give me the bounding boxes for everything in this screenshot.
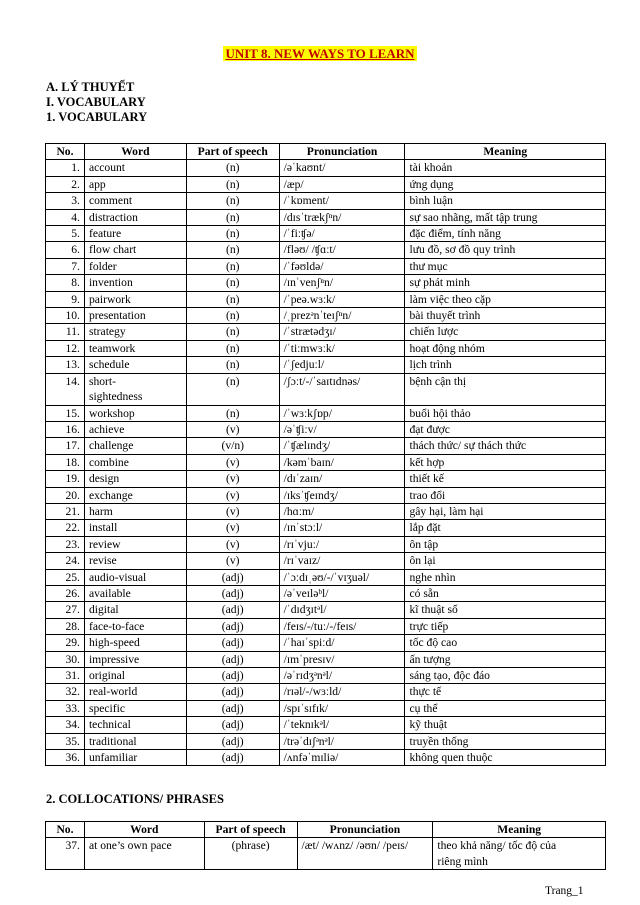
entry-part-of-speech: (adj) <box>186 651 279 667</box>
entry-word: available <box>84 585 186 601</box>
entry-meaning: ôn lại <box>405 553 606 569</box>
entry-number: 15. <box>46 405 85 421</box>
entry-part-of-speech: (adj) <box>186 733 279 749</box>
heading-theory: A. LÝ THUYẾT <box>46 80 135 94</box>
entry-pronunciation: /hɑːm/ <box>279 503 405 519</box>
entry-pronunciation: /ɪnˈstɔːl/ <box>279 520 405 536</box>
table-row <box>46 275 606 291</box>
table-row <box>46 700 606 716</box>
entry-number: 29. <box>46 635 85 651</box>
entry-word: flow chart <box>84 242 186 258</box>
entry-word: impressive <box>84 651 186 667</box>
table-row <box>46 357 606 373</box>
entry-meaning: sự phát minh <box>405 275 606 291</box>
entry-meaning: thực tế <box>405 684 606 700</box>
entry-word: challenge <box>84 438 186 454</box>
table-row <box>46 684 606 700</box>
entry-word: schedule <box>84 357 186 373</box>
entry-number: 3. <box>46 193 85 209</box>
entry-part-of-speech: (adj) <box>186 700 279 716</box>
entry-word: high-speed <box>84 635 186 651</box>
entry-part-of-speech: (v) <box>186 454 279 470</box>
table-row <box>46 536 606 552</box>
entry-number: 18. <box>46 454 85 470</box>
entry-word: review <box>84 536 186 552</box>
entry-number: 19. <box>46 471 85 487</box>
table-row <box>46 438 606 454</box>
entry-meaning: thách thức/ sự thách thức <box>405 438 606 454</box>
entry-number: 34. <box>46 717 85 733</box>
entry-part-of-speech: (v) <box>186 471 279 487</box>
entry-word: account <box>84 160 186 176</box>
entry-number: 28. <box>46 618 85 634</box>
entry-number: 2. <box>46 176 85 192</box>
entry-number: 37. <box>46 838 85 870</box>
entry-part-of-speech: (adj) <box>186 668 279 684</box>
entry-part-of-speech: (n) <box>186 373 279 405</box>
entry-word: distraction <box>84 209 186 225</box>
entry-pronunciation: /ɪksˈʧeɪndʒ/ <box>279 487 405 503</box>
entry-number: 31. <box>46 668 85 684</box>
table-row <box>46 324 606 340</box>
entry-meaning: chiến lược <box>405 324 606 340</box>
entry-meaning: lịch trình <box>405 357 606 373</box>
entry-meaning: gây hại, làm hại <box>405 503 606 519</box>
entry-meaning: truyền thống <box>405 733 606 749</box>
table-row <box>46 635 606 651</box>
entry-meaning: ôn tập <box>405 536 606 552</box>
entry-pronunciation: /əˈveɪləᵇl/ <box>279 585 405 601</box>
entry-meaning: tốc độ cao <box>405 635 606 651</box>
col-pronunciation-header: Pronunciation <box>279 144 405 160</box>
page-number: Trang_1 <box>545 885 584 897</box>
entry-word: exchange <box>84 487 186 503</box>
entry-part-of-speech: (n) <box>186 160 279 176</box>
entry-pronunciation: /æp/ <box>279 176 405 192</box>
table-row <box>46 503 606 519</box>
entry-pronunciation: /əˈkaʊnt/ <box>279 160 405 176</box>
table-row <box>46 242 606 258</box>
entry-word: workshop <box>84 405 186 421</box>
entry-number: 13. <box>46 357 85 373</box>
entry-number: 21. <box>46 503 85 519</box>
entry-pronunciation: /ˈʃedjuːl/ <box>279 357 405 373</box>
entry-part-of-speech: (v) <box>186 520 279 536</box>
col-word-header: Word <box>84 144 186 160</box>
entry-meaning: bệnh cận thị <box>405 373 606 405</box>
heading-collocations: 2. COLLOCATIONS/ PHRASES <box>46 792 224 806</box>
entry-pronunciation: /ˌprezᵊnˈteɪʃⁿn/ <box>279 308 405 324</box>
table-row <box>46 193 606 209</box>
entry-pronunciation: /ˈtiːmwɜːk/ <box>279 340 405 356</box>
entry-number: 8. <box>46 275 85 291</box>
entry-word: presentation <box>84 308 186 324</box>
entry-part-of-speech: (v) <box>186 487 279 503</box>
entry-meaning: bình luận <box>405 193 606 209</box>
entry-number: 9. <box>46 291 85 307</box>
entry-number: 33. <box>46 700 85 716</box>
entry-pronunciation: /ʃɔːt/-/ˈsaɪtɪdnəs/ <box>279 373 405 405</box>
entry-word: original <box>84 668 186 684</box>
entry-meaning: thiết kế <box>405 471 606 487</box>
entry-number: 5. <box>46 226 85 242</box>
entry-word: teamwork <box>84 340 186 356</box>
entry-part-of-speech: (n) <box>186 357 279 373</box>
table-row <box>46 209 606 225</box>
entry-word: strategy <box>84 324 186 340</box>
entry-meaning: sự sao nhãng, mất tập trung <box>405 209 606 225</box>
entry-word: achieve <box>84 421 186 437</box>
entry-word: comment <box>84 193 186 209</box>
entry-meaning: ứng dụng <box>405 176 606 192</box>
entry-part-of-speech: (n) <box>186 193 279 209</box>
entry-word: real-world <box>84 684 186 700</box>
entry-number: 32. <box>46 684 85 700</box>
entry-word: invention <box>84 275 186 291</box>
entry-word: app <box>84 176 186 192</box>
entry-pronunciation: /əˈʧiːv/ <box>279 421 405 437</box>
table-row <box>46 750 606 766</box>
entry-word: traditional <box>84 733 186 749</box>
entry-meaning: đạt được <box>405 421 606 437</box>
entry-number: 22. <box>46 520 85 536</box>
entry-word: face-to-face <box>84 618 186 634</box>
entry-meaning: theo khả năng/ tốc độ của riêng mình <box>433 838 606 870</box>
entry-part-of-speech: (v/n) <box>186 438 279 454</box>
entry-part-of-speech: (adj) <box>186 585 279 601</box>
table-row <box>46 373 606 405</box>
entry-number: 10. <box>46 308 85 324</box>
entry-pronunciation: /ˈpeə.wɜːk/ <box>279 291 405 307</box>
unit-title-bar <box>0 45 640 63</box>
entry-number: 24. <box>46 553 85 569</box>
entry-meaning: buổi hội thảo <box>405 405 606 421</box>
entry-word: folder <box>84 258 186 274</box>
entry-word: feature <box>84 226 186 242</box>
entry-number: 4. <box>46 209 85 225</box>
entry-part-of-speech: (adj) <box>186 635 279 651</box>
entry-part-of-speech: (phrase) <box>204 838 297 870</box>
table-row <box>46 602 606 618</box>
entry-word: install <box>84 520 186 536</box>
entry-part-of-speech: (n) <box>186 275 279 291</box>
entry-pronunciation: /ˈfiːʧə/ <box>279 226 405 242</box>
entry-number: 20. <box>46 487 85 503</box>
entry-part-of-speech: (adj) <box>186 618 279 634</box>
entry-part-of-speech: (n) <box>186 209 279 225</box>
entry-number: 27. <box>46 602 85 618</box>
entry-pronunciation: /əˈrɪdʒᵊnᵊl/ <box>279 668 405 684</box>
entry-number: 7. <box>46 258 85 274</box>
entry-word: digital <box>84 602 186 618</box>
entry-number: 26. <box>46 585 85 601</box>
entry-part-of-speech: (n) <box>186 405 279 421</box>
entry-meaning: trực tiếp <box>405 618 606 634</box>
entry-part-of-speech: (adj) <box>186 684 279 700</box>
entry-part-of-speech: (v) <box>186 553 279 569</box>
entry-part-of-speech: (n) <box>186 308 279 324</box>
entry-part-of-speech: (v) <box>186 503 279 519</box>
col-word-header: Word <box>84 822 204 838</box>
entry-meaning: trao đổi <box>405 487 606 503</box>
entry-number: 35. <box>46 733 85 749</box>
entry-meaning: kĩ thuật số <box>405 602 606 618</box>
table-row <box>46 258 606 274</box>
table-row <box>46 421 606 437</box>
entry-number: 14. <box>46 373 85 405</box>
entry-meaning: kết hợp <box>405 454 606 470</box>
table-row <box>46 717 606 733</box>
table-row <box>46 291 606 307</box>
table-row <box>46 838 606 870</box>
entry-word: pairwork <box>84 291 186 307</box>
entry-number: 36. <box>46 750 85 766</box>
entry-meaning: bài thuyết trình <box>405 308 606 324</box>
entry-part-of-speech: (n) <box>186 340 279 356</box>
entry-word: harm <box>84 503 186 519</box>
entry-part-of-speech: (adj) <box>186 750 279 766</box>
entry-pronunciation: /spɪˈsɪfɪk/ <box>279 700 405 716</box>
entry-number: 17. <box>46 438 85 454</box>
col-pos-header: Part of speech <box>186 144 279 160</box>
entry-pronunciation: /ˈstrætədʒɪ/ <box>279 324 405 340</box>
entry-word: combine <box>84 454 186 470</box>
table-row <box>46 308 606 324</box>
entry-pronunciation: /dɪˈzaɪn/ <box>279 471 405 487</box>
entry-meaning: thư mục <box>405 258 606 274</box>
entry-meaning: tài khoản <box>405 160 606 176</box>
entry-pronunciation: /ˈɔːdɪˌəʊ/-/ˈvɪʒuəl/ <box>279 569 405 585</box>
table-row <box>46 454 606 470</box>
entry-word: short- sightedness <box>84 373 186 405</box>
entry-part-of-speech: (v) <box>186 536 279 552</box>
entry-meaning: lưu đồ, sơ đồ quy trình <box>405 242 606 258</box>
entry-pronunciation: /kəmˈbaɪn/ <box>279 454 405 470</box>
col-pos-header: Part of speech <box>204 822 297 838</box>
col-meaning-header: Meaning <box>405 144 606 160</box>
col-no-header: No. <box>46 822 85 838</box>
entry-meaning: làm việc theo cặp <box>405 291 606 307</box>
vocabulary-table-header <box>46 144 606 160</box>
entry-pronunciation: /ˈdɪdʒɪtᵊl/ <box>279 602 405 618</box>
table-row <box>46 160 606 176</box>
entry-word: design <box>84 471 186 487</box>
entry-meaning: kỹ thuật <box>405 717 606 733</box>
col-no-header: No. <box>46 144 85 160</box>
vocabulary-table <box>45 143 606 766</box>
entry-meaning: cụ thể <box>405 700 606 716</box>
entry-part-of-speech: (n) <box>186 291 279 307</box>
heading-vocabulary-sub: 1. VOCABULARY <box>46 110 148 124</box>
entry-pronunciation: /feɪs/-/tuː/-/feɪs/ <box>279 618 405 634</box>
entry-number: 11. <box>46 324 85 340</box>
entry-part-of-speech: (n) <box>186 324 279 340</box>
table-row <box>46 471 606 487</box>
table-row <box>46 487 606 503</box>
table-row <box>46 176 606 192</box>
entry-pronunciation: /rɪəl/-/wɜːld/ <box>279 684 405 700</box>
entry-pronunciation: /trəˈdɪʃᵊnᵊl/ <box>279 733 405 749</box>
table-row <box>46 651 606 667</box>
entry-pronunciation: /ˈkɒment/ <box>279 193 405 209</box>
entry-number: 30. <box>46 651 85 667</box>
table-row <box>46 585 606 601</box>
entry-meaning: không quen thuộc <box>405 750 606 766</box>
table-row <box>46 340 606 356</box>
table-row <box>46 520 606 536</box>
entry-number: 25. <box>46 569 85 585</box>
entry-word: at one’s own pace <box>84 838 204 870</box>
entry-number: 16. <box>46 421 85 437</box>
entry-meaning: sáng tạo, độc đáo <box>405 668 606 684</box>
col-meaning-header: Meaning <box>433 822 606 838</box>
entry-pronunciation: /æt/ /wʌnz/ /əʊn/ /peɪs/ <box>297 838 433 870</box>
entry-number: 23. <box>46 536 85 552</box>
entry-word: specific <box>84 700 186 716</box>
entry-pronunciation: /dɪsˈtrækʃⁿn/ <box>279 209 405 225</box>
entry-part-of-speech: (n) <box>186 176 279 192</box>
phrases-table-header <box>46 822 606 838</box>
entry-part-of-speech: (adj) <box>186 717 279 733</box>
unit-title: UNIT 8. NEW WAYS TO LEARN <box>225 46 415 61</box>
entry-part-of-speech: (n) <box>186 258 279 274</box>
entry-number: 6. <box>46 242 85 258</box>
table-row <box>46 405 606 421</box>
entry-word: unfamiliar <box>84 750 186 766</box>
entry-part-of-speech: (v) <box>186 421 279 437</box>
table-row <box>46 569 606 585</box>
entry-part-of-speech: (n) <box>186 242 279 258</box>
entry-number: 12. <box>46 340 85 356</box>
entry-word: revise <box>84 553 186 569</box>
entry-part-of-speech: (adj) <box>186 569 279 585</box>
entry-pronunciation: /ˈfəʊldə/ <box>279 258 405 274</box>
col-pronunciation-header: Pronunciation <box>297 822 433 838</box>
entry-meaning: có sẵn <box>405 585 606 601</box>
entry-pronunciation: /ʌnfəˈmɪliə/ <box>279 750 405 766</box>
entry-number: 1. <box>46 160 85 176</box>
table-row <box>46 553 606 569</box>
entry-word: audio-visual <box>84 569 186 585</box>
entry-word: technical <box>84 717 186 733</box>
phrases-table <box>45 821 606 870</box>
entry-pronunciation: /ˈʧælɪndʒ/ <box>279 438 405 454</box>
entry-meaning: nghe nhìn <box>405 569 606 585</box>
entry-pronunciation: /ˈhaɪˈspiːd/ <box>279 635 405 651</box>
table-row <box>46 618 606 634</box>
entry-pronunciation: /rɪˈvaɪz/ <box>279 553 405 569</box>
entry-meaning: ấn tượng <box>405 651 606 667</box>
entry-pronunciation: /fləʊ/ /ʧɑːt/ <box>279 242 405 258</box>
entry-part-of-speech: (adj) <box>186 602 279 618</box>
entry-pronunciation: /ɪmˈpresɪv/ <box>279 651 405 667</box>
entry-pronunciation: /ˈwɜːkʃɒp/ <box>279 405 405 421</box>
table-row <box>46 733 606 749</box>
table-row <box>46 668 606 684</box>
entry-meaning: đặc điểm, tính năng <box>405 226 606 242</box>
entry-pronunciation: /ˈteknɪkᵊl/ <box>279 717 405 733</box>
entry-pronunciation: /rɪˈvjuː/ <box>279 536 405 552</box>
entry-part-of-speech: (n) <box>186 226 279 242</box>
entry-pronunciation: /ɪnˈvenʃⁿn/ <box>279 275 405 291</box>
entry-meaning: hoạt động nhóm <box>405 340 606 356</box>
table-row <box>46 226 606 242</box>
heading-vocabulary: I. VOCABULARY <box>46 95 146 109</box>
entry-meaning: lắp đặt <box>405 520 606 536</box>
